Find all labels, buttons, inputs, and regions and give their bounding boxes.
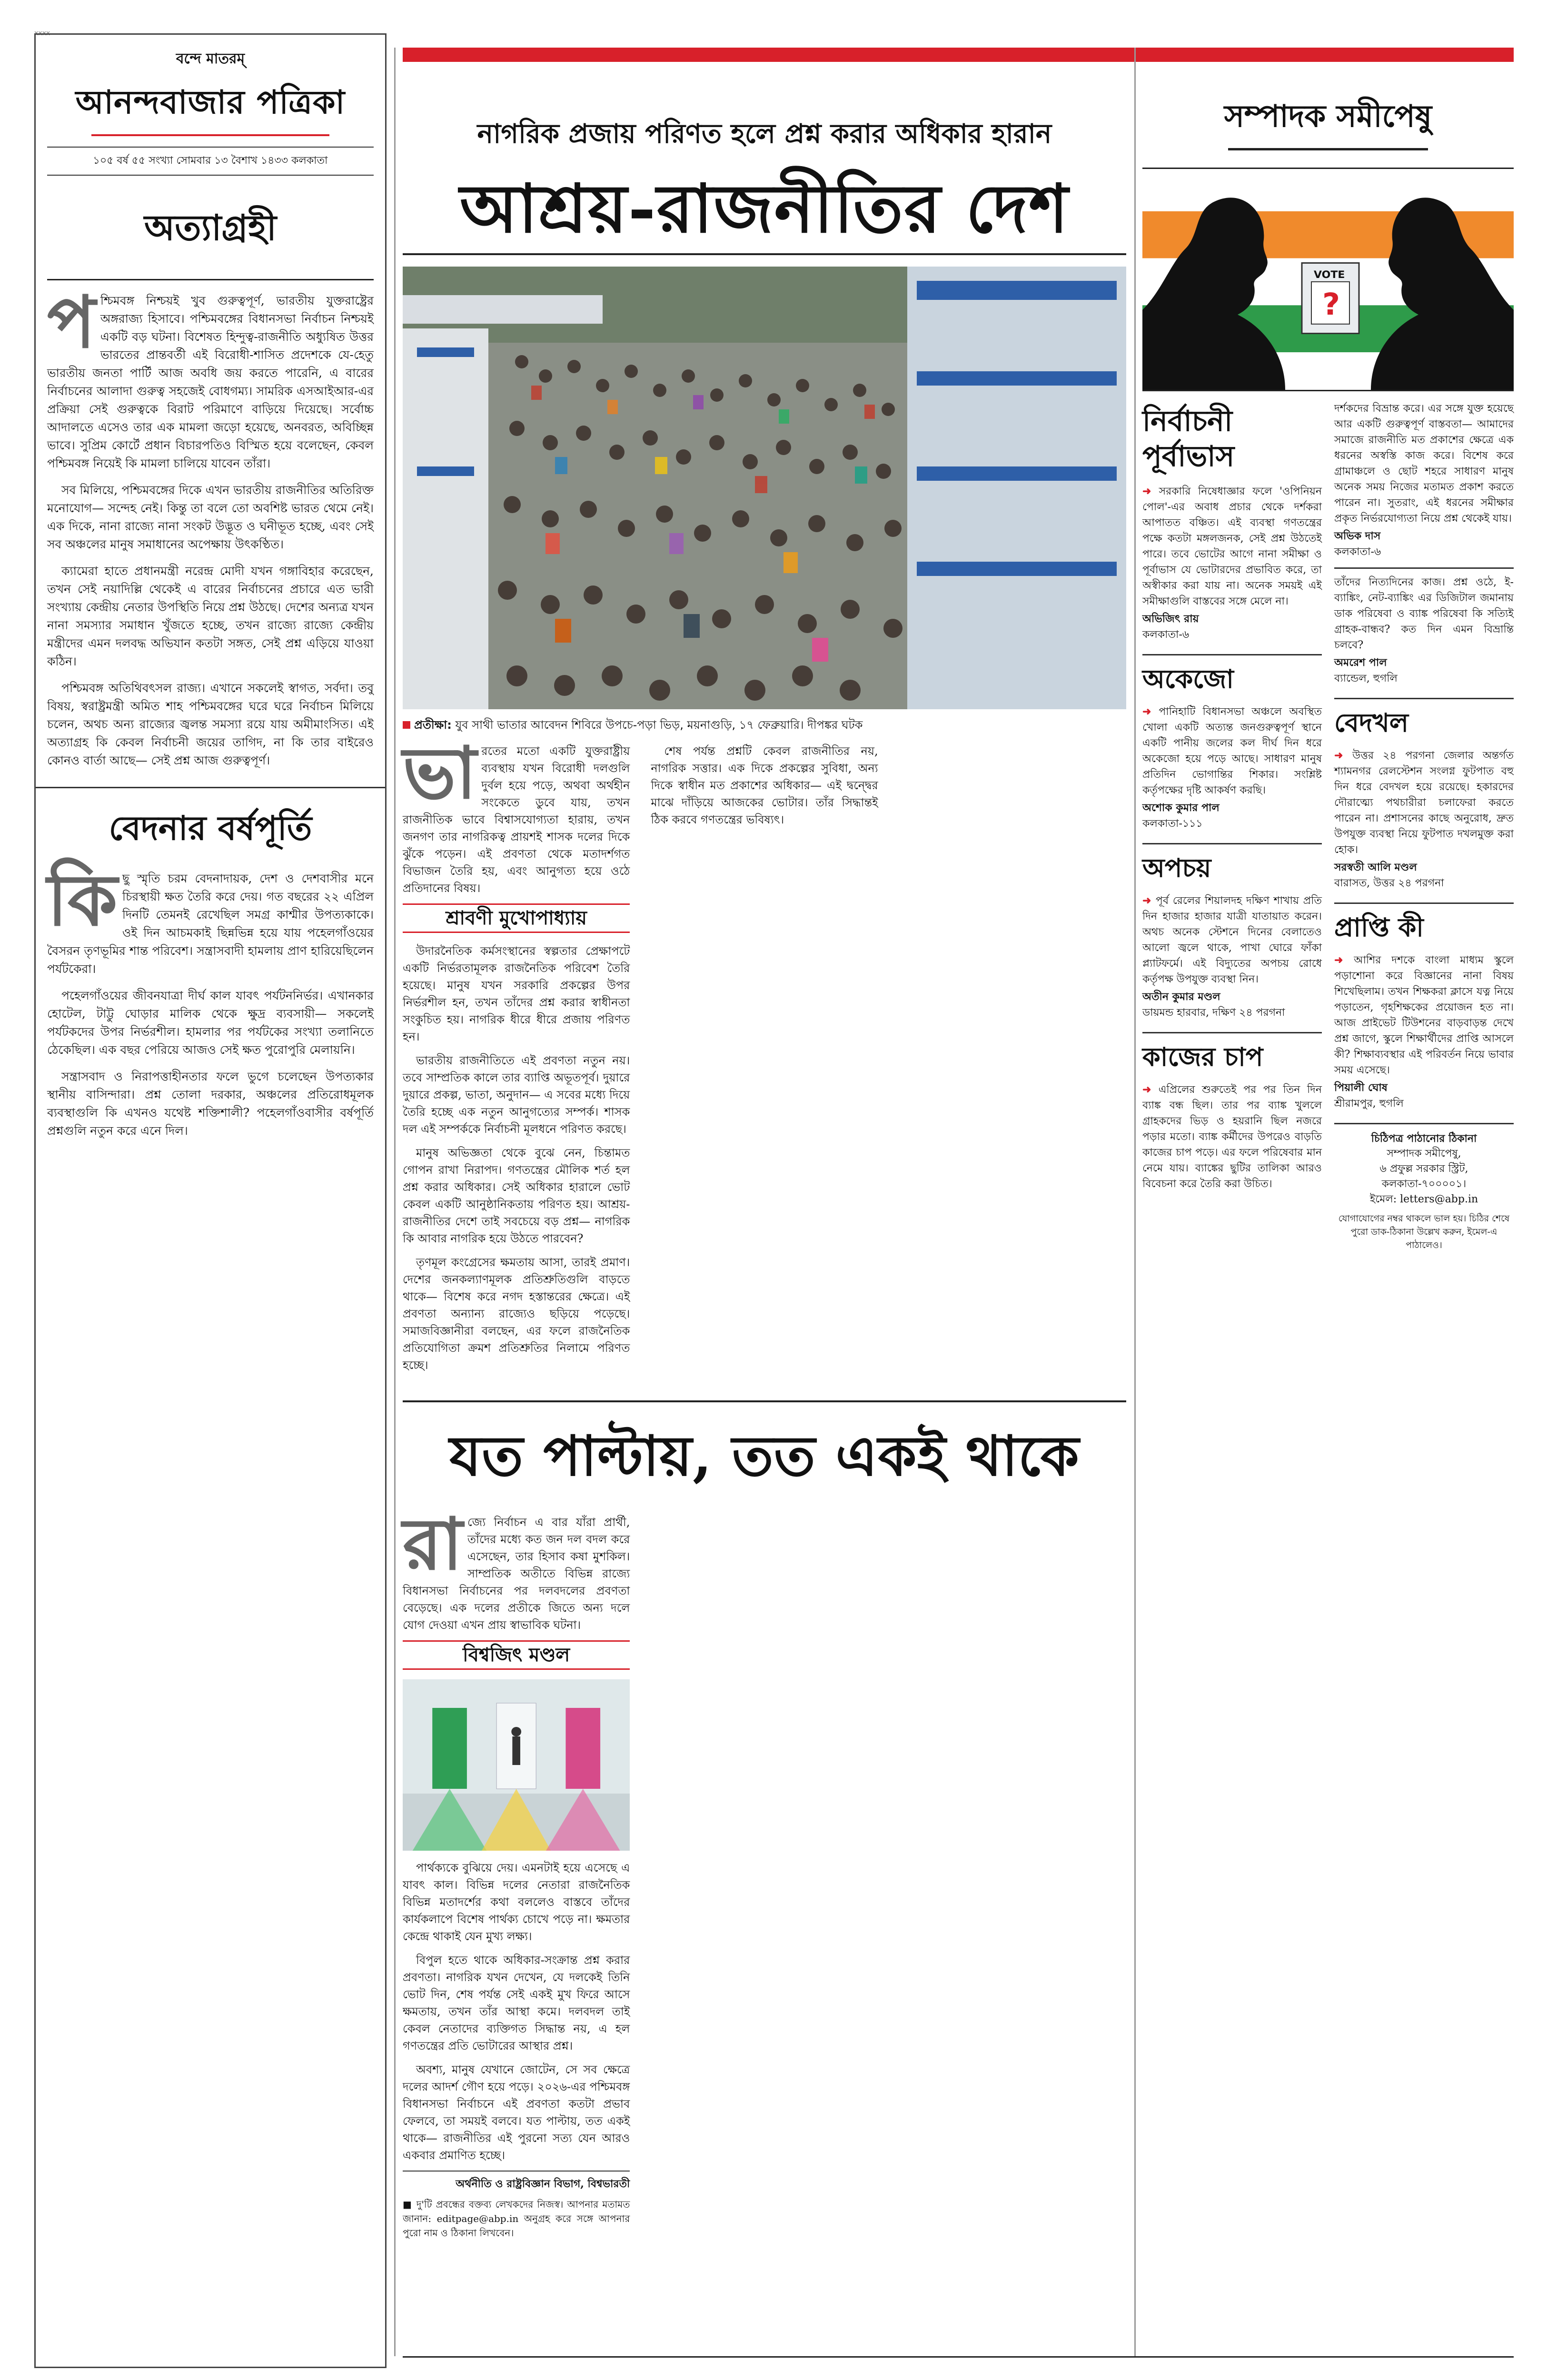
caption-text: যুব সাথী ভাতার আবেদন শিবিরে উপচে-পড়া ভিড়, ময়নাগুড়ি, ১৭ ফেব্রুয়ারি। দীপঙ্কর ঘটক bbox=[455, 718, 863, 732]
main-story-byline: শ্রাবণী মুখোপাধ্যায় bbox=[403, 903, 630, 933]
letter-title-defunct: অকেজো bbox=[1142, 654, 1322, 694]
second-story-paragraph: অবশ্য, মানুষ যেখানে জোটেন, সে সব ক্ষেত্রে দলের আদর্শ গৌণ হয়ে পড়ে। ২০২৬-এর পশ্চিমবঙ্গ বিধানসভা নির্বাচনে এই প্রবণতা কতটা প্রভাব ফেলবে, তা সময়ই বলবে। যত পাল্টায়, তত একই থাকে— রাজনীতির এই পুরনো সত্য যেন আরও একবার প্রমাণিত হচ্ছে। bbox=[403, 2063, 630, 2162]
vote-label: VOTE bbox=[1314, 269, 1345, 281]
editorial-paragraph: পশ্চিমবঙ্গ অতিথিবৎসল রাজ্য। এখানে সকলেই স্বাগত, সর্বদা। তবু বিষয়, স্বরাষ্ট্রমন্ত্রী অমিত শাহ পশ্চিমবঙ্গের ঘরে ঘরে নির্বাচন মিলিয়ে চলেন, অথচ অন্য রাজ্যের জ্বলন্ত সমস্যা রয়ে যায় অমীমাংসিত। এই অত্যাগ্রহ কি কেবল নির্বাচনী জয়ের তাগিদ, না কি তার বাইরেও কোনও বার্তা আছে— সেই প্রশ্ন আজ গুরুত্বপূর্ণ। bbox=[47, 681, 374, 767]
editorial-text: শ্চিমবঙ্গ নিশ্চয়ই খুব গুরুত্বপূর্ণ, ভারতীয় যুক্তরাষ্ট্রের অঙ্গরাজ্য হিসাবে। পশ্চিমবঙ্গের বিধানসভা নির্বাচন নিশ্চয়ই একটি বড় ঘটনা। বিশেষত হিন্দুত্ব-রাজনীতি অধ্যুষিত উত্তর ভারতের প্রান্তবর্তী এই বিরোধী-শাসিত প্রদেশকে যে-হেতু ভারতীয় জনতা পার্টি আজ অবধি জয় করতে পারেনি, এ বারের নির্বাচনের আলাদা গুরুত্ব সহজেই বোধগম্য। সামরিক এসআইআর-এর প্রক্রিয়া সেই গুরুত্বকে বিরাট পরিমাণে বাড়িয়ে দিয়েছে। সর্বোচ্চ আদালতে এসেও তার এক মামলা জড়ো হয়েছে, অনবরত, অবিচ্ছিন্ন ভাবে। সুপ্রিম কোর্টে প্রধান বিচারপতিও বিস্মিত হয়ে বলেছেন, কেবল পশ্চিমবঙ্গ নিয়েই কি মামলা চালিয়ে যাবেন তাঁরা। bbox=[47, 294, 374, 470]
address-note: যোগাযোগের নম্বর থাকলে ভাল হয়। চিঠির শেষে পুরো ডাক-ঠিকানা উল্লেখ করুন, ইমেল-এ পাঠালেও। bbox=[1338, 1213, 1510, 1250]
letter-body: তাঁদের নিত্যদিনের কাজ। প্রশ্ন ওঠে, ই-ব্যাঙ্কিং, নেট-ব্যাঙ্কিং এর ডিজিটাল জমানায় ডাক পরিষেবা ও ব্যাঙ্ক পরিষেবা কি সত্যিই গ্রাহক-বান্ধব? কত দিন এমন বিভ্রান্তি চলবে? bbox=[1334, 567, 1514, 653]
arrow-icon: ➜ bbox=[1334, 954, 1354, 966]
second-story-dropcap: রা bbox=[403, 1502, 463, 1586]
letter-place: কলকাতা-৬ bbox=[1334, 546, 1381, 558]
editorial2-paragraph: পহেলগাঁওয়ের জীবনযাত্রা দীর্ঘ কাল যাবৎ পর্যটননির্ভর। এখানকার হোটেল, টাট্টু ঘোড়ার মালিক থেকে ক্ষুদ্র ব্যবসায়ী— সকলেই পর্যটকদের উপর নির্ভরশীল। হামলার পর পর্যটকের সংখ্যা তলানিতে ঠেকেছিল। এক বছর পেরিয়ে আজও সেই ক্ষত পুরোপুরি মেলায়নি। bbox=[47, 989, 374, 1057]
letter-signature: অমরেশ পাল bbox=[1334, 656, 1387, 669]
editorial-body bbox=[36, 280, 385, 770]
main-story-paragraph: মানুষ অভিজ্ঞতা থেকে বুঝে নেন, চিন্তামত গোপন রাখা নিরাপদ। গণতন্ত্রের মৌলিক শর্ত হল প্রশ্ন করার অধিকার। সেই অধিকার হারালে ভোট কেবল একটি আনুষ্ঠানিকতায় পরিণত হয়। আশ্রয়-রাজনীতির দেশে তাই সবচেয়ে বড় প্রশ্ন— নাগরিক কি আবার নাগরিক হয়ে উঠতে পারবেন? bbox=[403, 1146, 630, 1245]
address-email[interactable]: ইমেল: letters@abp.in bbox=[1369, 1193, 1478, 1205]
arrow-icon: ➜ bbox=[1142, 485, 1159, 497]
masthead-underline bbox=[91, 134, 329, 136]
letters-column-right bbox=[1334, 401, 1514, 1252]
doors-illustration bbox=[403, 1679, 630, 1851]
arrow-icon: ➜ bbox=[1334, 749, 1353, 762]
letter-title-workload: কাজের চাপ bbox=[1142, 1032, 1322, 1072]
editorial-title: অত্যাগ্রহী bbox=[144, 208, 277, 248]
editorial2-title: বেদনার বর্ষপূর্তি bbox=[36, 787, 385, 858]
letter-body bbox=[1334, 952, 1514, 1078]
letter-place: ব্যান্ডেল, হুগলি bbox=[1334, 673, 1398, 684]
letter-text: এপ্রিলের শুরুতেই পর পর তিন দিন ব্যাঙ্ক বন্ধ ছিল। তার পর ব্যাঙ্ক খুললে গ্রাহকদের ভিড় ও হয়রানি ছিল নজরে পড়ার মতো। ব্যাঙ্ক কর্মীদের উপরেও বাড়তি কাজের চাপ পড়ে। এর ফলে পরিষেবার মান নেমে যায়। ব্যাঙ্কের ছুটির তালিকা আরও বিবেচনা করে তৈরি করা উচিত। bbox=[1142, 1084, 1322, 1190]
crowd-photo-illustration bbox=[403, 267, 1126, 709]
address-line: সম্পাদক সমীপেষু, bbox=[1387, 1148, 1461, 1160]
main-story-columns bbox=[403, 731, 1126, 1390]
main-story-paragraph: তৃণমূল কংগ্রেসের ক্ষমতায় আসা, তারই প্রমাণ। দেশের জনকল্যাণমূলক প্রতিশ্রুতিগুলি বাড়তে থাকে— বিশেষ করে নগদ হস্তান্তরের ক্ষেত্রে। এই প্রবণতা অন্যান্য রাজ্যেও ছড়িয়ে পড়েছে। সমাজবিজ্ঞানীরা বলছেন, এর ফলে রাজনৈতিক প্রতিযোগিতা ক্রমশ প্রতিশ্রুতির নিলামে পরিণত হচ্ছে। bbox=[403, 1256, 630, 1372]
second-story-paragraph: বিপুল হতে থাকে অধিকার-সংক্রান্ত প্রশ্ন করার প্রবণতা। নাগরিক যখন দেখেন, যে দলকেই তিনি ভোট দিন, শেষ পর্যন্ত সেই একই মুখ ফিরে আসে ক্ষমতায়, তখন তাঁর আস্থা কমে। দলবদল তাই কেবল নেতাদের ব্যক্তিগত সিদ্ধান্ত নয়, এ হল গণতন্ত্রের প্রতি ভোটারের আস্থার প্রশ্ন। bbox=[403, 1954, 630, 2053]
letter-body bbox=[1334, 748, 1514, 858]
second-story-paragraph: পার্থক্যকে বুঝিয়ে দেয়। এমনটাই হয়ে এসেছে এ যাবৎ কাল। বিভিন্ন দলের নেতারা রাজনৈতিক বিভিন্ন মতাদর্শের কথা বললেও বাস্তবে তাঁদের কার্যকলাপে বিশেষ পার্থক্য চোখে পড়ে না। ক্ষমতার কেন্দ্রে থাকাই যেন মুখ্য লক্ষ্য। bbox=[403, 1861, 630, 1943]
letter-place: শ্রীরামপুর, হুগলি bbox=[1334, 1098, 1404, 1110]
letter-place: কলকাতা-১১১ bbox=[1142, 818, 1203, 830]
main-story-paragraph: শেষ পর্যন্ত প্রশ্নটি কেবল রাজনীতির নয়, নাগরিক সত্তার। এক দিকে প্রকল্পের সুবিধা, অন্য দিকে স্বাধীন মত প্রকাশের অধিকার— এই দ্বন্দ্বের মাঝে দাঁড়িয়ে আজকের ভোটার। তাঁর সিদ্ধান্তই ঠিক করবে গণতন্ত্রের ভবিষ্যৎ। bbox=[651, 744, 878, 826]
letter-body: দর্শকদের বিভ্রান্ত করে। এর সঙ্গে যুক্ত হয়েছে আর একটি গুরুত্বপূর্ণ বাস্তবতা— আমাদের সমাজে রাজনীতি মত প্রকাশের ক্ষেত্রে এক ধরনের অস্বস্তি কাজ করে। বিশেষ করে গ্রামাঞ্চলে ও ছোট শহরে সাধারণ মানুষ অনেক সময় নিজের মতামত প্রকাশ করতে পারেন না। সুতরাং, এই ধরনের সমীক্ষার প্রকৃত নির্ভরযোগ্যতা নিয়ে প্রশ্ন থেকেই যায়। bbox=[1334, 403, 1514, 525]
main-story-paragraph: ভারতীয় রাজনীতিতে এই প্রবণতা নতুন নয়। তবে সাম্প্রতিক কালে তার ব্যাপ্তি অভূতপূর্ব। দুয়ারে দুয়ারে প্রকল্প, ভাতা, অনুদান— এ সবের মধ্যে দিয়ে তৈরি হচ্ছে এক নতুন আনুগত্যের সম্পর্ক। শাসক দল এই সম্পর্ককে নির্বাচনী মূলধনে পরিণত করছে। bbox=[403, 1054, 630, 1136]
address-line: ৬ প্রফুল্ল সরকার স্ট্রিট, bbox=[1379, 1163, 1468, 1175]
caption-marker bbox=[403, 721, 410, 729]
letters-body bbox=[1142, 401, 1514, 1252]
headline-rule bbox=[403, 253, 1126, 255]
crowd-photo bbox=[403, 267, 1126, 709]
address-title: চিঠিপত্র পাঠানোর ঠিকানা bbox=[1371, 1132, 1477, 1145]
letter-signature: পিয়ালী ঘোষ bbox=[1334, 1081, 1388, 1094]
main-story-kicker: নাগরিক প্রজায় পরিণত হলে প্রশ্ন করার অধিকার হারান bbox=[477, 119, 1052, 149]
editorial-paragraph: ক্যামেরা হাতে প্রধানমন্ত্রী নরেন্দ্র মোদী যখন গঙ্গাবিহার করেছেন, তখন সেই নয়াদিল্লি থেকেই এ বারের নির্বাচনের প্রচারে এত ভারী সংখ্যায় কেন্দ্রীয় নেতার উপস্থিতি নিয়ে প্রশ্ন উঠছে। দেশের অন্যত্র যখন নানা সমস্যার সমাধান খুঁজতে হচ্ছে, তখন রাজ্যে রাজ্যে কেন্দ্রীয় মন্ত্রীদের এমন দলবদ্ধ অভিযান কতটা সঙ্গত, সেই প্রশ্ন এড়িয়ে যাওয়া কঠিন। bbox=[47, 564, 374, 668]
letter-text: পূর্ব রেলের শিয়ালদহ দক্ষিণ শাখায় প্রতি দিন হাজার হাজার যাত্রী যাতায়াত করেন। অথচ অনেক স্টেশনে দিনের বেলাতেও আলো জ্বলে থাকে, পাখা ঘোরে ফাঁকা প্ল্যাটফর্মে। এই বিদ্যুতের অপচয় রোধে কর্তৃপক্ষ উপযুক্ত ব্যবস্থা নিন। bbox=[1142, 895, 1322, 985]
main-story-paragraph: উদারনৈতিক কর্মসংস্থানের স্বল্পতার প্রেক্ষাপটে একটি নির্ভরতামূলক রাজনৈতিক পরিবেশ তৈরি হয়েছে। মানুষ যখন সরকারি প্রকল্পের উপর নির্ভরশীল হন, তখন তাঁদের প্রশ্ন করার স্বাধীনতা সংকুচিত হয়। নাগরিক ধীরে ধীরে প্রজায় পরিণত হন। bbox=[403, 944, 630, 1043]
right-column bbox=[1142, 48, 1514, 1252]
main-story-article bbox=[403, 731, 1126, 1390]
vote-illustration-art bbox=[1142, 169, 1514, 390]
letter-body bbox=[1142, 893, 1322, 987]
letter-place: ডায়মন্ড হারবার, দক্ষিণ ২৪ পরগনা bbox=[1142, 1007, 1285, 1019]
letter-place: কলকাতা-৬ bbox=[1142, 629, 1190, 641]
opinion-footnote: ■ দু'টি প্রবন্ধের বক্তব্য লেখকদের নিজস্ব। আপনার মতামত জানান: editpage@abp.in অনুগ্রহ করে সঙ্গে আপনার পুরো নাম ও ঠিকানা লিখবেন। bbox=[403, 2199, 630, 2239]
editorial2-text: ছু স্মৃতি চরম বেদনাদায়ক, দেশ ও দেশবাসীর মনে চিরস্থায়ী ক্ষত তৈরি করে দেয়। গত বছরের ২২ এপ্রিল দিনটি তেমনই রেখেছিল সমগ্র কাশ্মীর উপত্যকাকে। ওই দিন আচমকাই ছিন্নভিন্ন হয়ে যায় পহেলগাঁওয়ের বৈসরন তৃণভূমির শান্ত পরিবেশ। সন্ত্রাসবাদী হামলায় প্রাণ হারিয়েছিলেন পর্যটকেরা। bbox=[47, 872, 374, 976]
editorial2-paragraph: সন্ত্রাসবাদ ও নিরাপত্তাহীনতার ফলে ভুগে চলেছেন উপত্যকার স্থানীয় বাসিন্দারা। প্রশ্ন তোলা দরকার, অঞ্চলের প্রতিরোধমূলক ব্যবস্থাগুলি কি এখনও যথেষ্ট শক্তিশালী? পহেলগাঁওবাসীর বর্ষপূর্তি প্রশ্নগুলি নতুন করে এনে দিল। bbox=[47, 1070, 374, 1138]
second-story-text: জ্যে নির্বাচন এ বার যাঁরা প্রার্থী, তাঁদের মধ্যে কত জন দল বদল করে এসেছেন, তার হিসাব কষা মুশকিল। সাম্প্রতিক অতীতে বিভিন্ন রাজ্যে বিধানসভা নির্বাচনের পর দলবদলের প্রবণতা বেড়েছে। এক দলের প্রতীকে জিতে অন্য দলে যোগ দেওয়া এখন প্রায় স্বাভাবিক ঘটনা। bbox=[403, 1516, 630, 1632]
letter-title-gain: প্রাপ্তি কী bbox=[1334, 902, 1514, 943]
letter-body bbox=[1142, 704, 1322, 798]
photo-caption bbox=[403, 716, 1126, 735]
letter-text: পানিহাটি বিধানসভা অঞ্চলে অবস্থিত খোলা একটি অত্যন্ত জনগুরুত্বপূর্ণ স্থানে একটি পানীয় জলের কল দীর্ঘ দিন ধরে অকেজো হয়ে পড়ে আছে। সাধারণ মানুষ প্রতিদিন ভোগান্তির শিকার। সংশ্লিষ্ট কর্তৃপক্ষের দৃষ্টি আকর্ষণ করছি। bbox=[1142, 706, 1322, 796]
letter-place: বারাসত, উত্তর ২৪ পরগনা bbox=[1334, 877, 1444, 889]
column-divider bbox=[1134, 48, 1136, 2356]
main-story-paragraph bbox=[403, 731, 630, 897]
second-story-columns bbox=[403, 1502, 1126, 2380]
page-mark: xxxx bbox=[34, 30, 50, 37]
svg-text:?: ? bbox=[1322, 287, 1340, 322]
masthead-slogan: বন্দে মাতরম্ bbox=[176, 50, 245, 67]
editorial-dropcap: প bbox=[47, 280, 96, 364]
letter-text: আশির দশকে বাংলা মাধ্যম স্কুলে পড়াশোনা করে বিজ্ঞানের নানা বিষয় শিখেছিলাম। তখন শিক্ষকরা ক্লাসে যত্ন নিয়ে পড়াতেন, গৃহশিক্ষকের প্রয়োজন হত না। আজ প্রাইভেট টিউশনের বাড়বাড়ন্ত দেখে প্রশ্ন জাগে, স্কুলে শিক্ষার্থীদের প্রাপ্তি আসলে কী? শিক্ষাব্যবস্থার এই পরিবর্তন নিয়ে ভাবার সময় এসেছে। bbox=[1334, 954, 1514, 1076]
arrow-icon: ➜ bbox=[1142, 705, 1159, 718]
editorial2-body bbox=[36, 858, 385, 1140]
second-story-article bbox=[403, 1502, 1126, 2380]
letters-section-title: সম্পাদক সমীপেষু bbox=[1224, 99, 1432, 134]
letter-body bbox=[1142, 484, 1322, 609]
letter-body bbox=[1142, 1082, 1322, 1192]
address-line: কলকাতা-৭০০০০১। bbox=[1381, 1178, 1467, 1190]
letter-signature: অভিজিৎ রায় bbox=[1142, 613, 1199, 625]
main-story-headline: আশ্রয়-রাজনীতির দেশ bbox=[459, 170, 1070, 248]
second-story-headline: যত পাল্টায়, তত একই থাকে bbox=[449, 1424, 1080, 1488]
letter-signature: অভিক দাস bbox=[1334, 530, 1381, 542]
editorial2-paragraph bbox=[47, 858, 374, 978]
letter-title-encroached: বেদখল bbox=[1334, 698, 1514, 738]
letters-column-left bbox=[1142, 401, 1322, 1252]
letters-address-box bbox=[1334, 1123, 1514, 1252]
letters-title-rule bbox=[1228, 148, 1428, 150]
arrow-icon: ➜ bbox=[1142, 894, 1156, 907]
letter-title-forecast: নির্বাচনী পূর্বাভাস bbox=[1142, 405, 1235, 473]
column-divider bbox=[394, 48, 396, 2356]
masthead bbox=[36, 35, 385, 176]
main-story-text: রতের মতো একটি যুক্তরাষ্ট্রীয় ব্যবস্থায় যখন বিরোধী দলগুলি দুর্বল হয়ে পড়ে, অথবা অর্থহীন সংকেতে ডুবে যায়, তখন রাজনীতিক ভাবে বিশ্বাসযোগ্যতা হারায়, তখন জনগণ তার নাগরিকত্ব প্রায়শই শাসক দলের দিকে ঝুঁকে পড়েন। এই প্রবণতা থেকে মতাদর্শগত বিভাজন তৈরি হয়, এবং আনুগত্য হয়ে ওঠে প্রতিদানের বিষয়। bbox=[403, 744, 630, 895]
letter-text: সরকারি নিষেধাজ্ঞার ফলে 'ওপিনিয়ন পোল'-এর অবাধ প্রচার থেকে দর্শকরা আপাতত বঞ্চিত। এই ব্যবস্থা গণতন্ত্রের পক্ষে কতটা মঙ্গলজনক, সেই প্রশ্ন উঠতেই পারে। তবে ভোটের আগে নানা সমীক্ষা ও পূর্বাভাস যে ভোটারদের প্রভাবিত করে, তা অস্বীকার করা যায় না। অনেক সময়ই এই সমীক্ষাগুলি বাস্তবের সঙ্গে মেলে না। bbox=[1142, 486, 1322, 607]
letter-text: উত্তর ২৪ পরগনা জেলার অন্তর্গত শ্যামনগর রেলস্টেশন সংলগ্ন ফুটপাত বহু দিন ধরে বেদখল হয়ে রয়েছে। হকারদের দৌরাত্ম্যে পথচারীরা চলাফেরা করতে পারেন না। প্রশাসনের কাছে অনুরোধ, দ্রুত উপযুক্ত ব্যবস্থা নিয়ে ফুটপাত দখলমুক্ত করা হোক। bbox=[1334, 750, 1514, 856]
masthead-paper-name: আনন্দবাজার পত্রিকা bbox=[75, 83, 346, 121]
letter-signature: সরস্বতী আলি মণ্ডল bbox=[1334, 861, 1417, 873]
caption-label: প্রতীক্ষা: bbox=[414, 718, 452, 732]
letter-title-waste: অপচয় bbox=[1142, 843, 1322, 883]
second-story-author-note: অর্থনীতি ও রাষ্ট্রবিজ্ঞান বিভাগ, বিশ্বভারতী bbox=[403, 2171, 630, 2192]
left-column bbox=[34, 33, 387, 2368]
bottom-rule bbox=[403, 2356, 1514, 2358]
doors-illustration-art bbox=[403, 1679, 630, 1851]
arrow-icon: ➜ bbox=[1142, 1083, 1159, 1096]
editorial2-dropcap: কি bbox=[47, 858, 118, 942]
vote-illustration bbox=[1142, 168, 1514, 391]
section-rule bbox=[403, 1400, 1126, 1402]
second-story-byline: বিশ্বজিৎ মণ্ডল bbox=[403, 1640, 630, 1670]
second-story-paragraph bbox=[403, 1502, 630, 1634]
letter-signature: অতীন কুমার মণ্ডল bbox=[1142, 991, 1220, 1003]
main-story-dropcap: ভা bbox=[403, 731, 477, 815]
editorial-paragraph: সব মিলিয়ে, পশ্চিমবঙ্গের দিকে এখন ভারতীয় রাজনীতির অতিরিক্ত মনোযোগ— সন্দেহ নেই। কিন্তু তা বলে তো অবশিষ্ট ভারত থেমে নেই। এক দিকে, নানা রাজ্যে নানা সংকট উদ্ভূত ও ঘনীভূত হচ্ছে, এবং সেই সব অঞ্চলের মানুষ সমাধানের অপেক্ষায় উৎকণ্ঠিত। bbox=[47, 483, 374, 551]
masthead-meta: ১০৫ বর্ষ ৫৫ সংখ্যা সোমবার ১৩ বৈশাখ ১৪৩৩ কলকাতা bbox=[47, 147, 374, 176]
letter-signature: অশোক কুমার পাল bbox=[1142, 802, 1220, 814]
editorial-paragraph bbox=[47, 280, 374, 473]
